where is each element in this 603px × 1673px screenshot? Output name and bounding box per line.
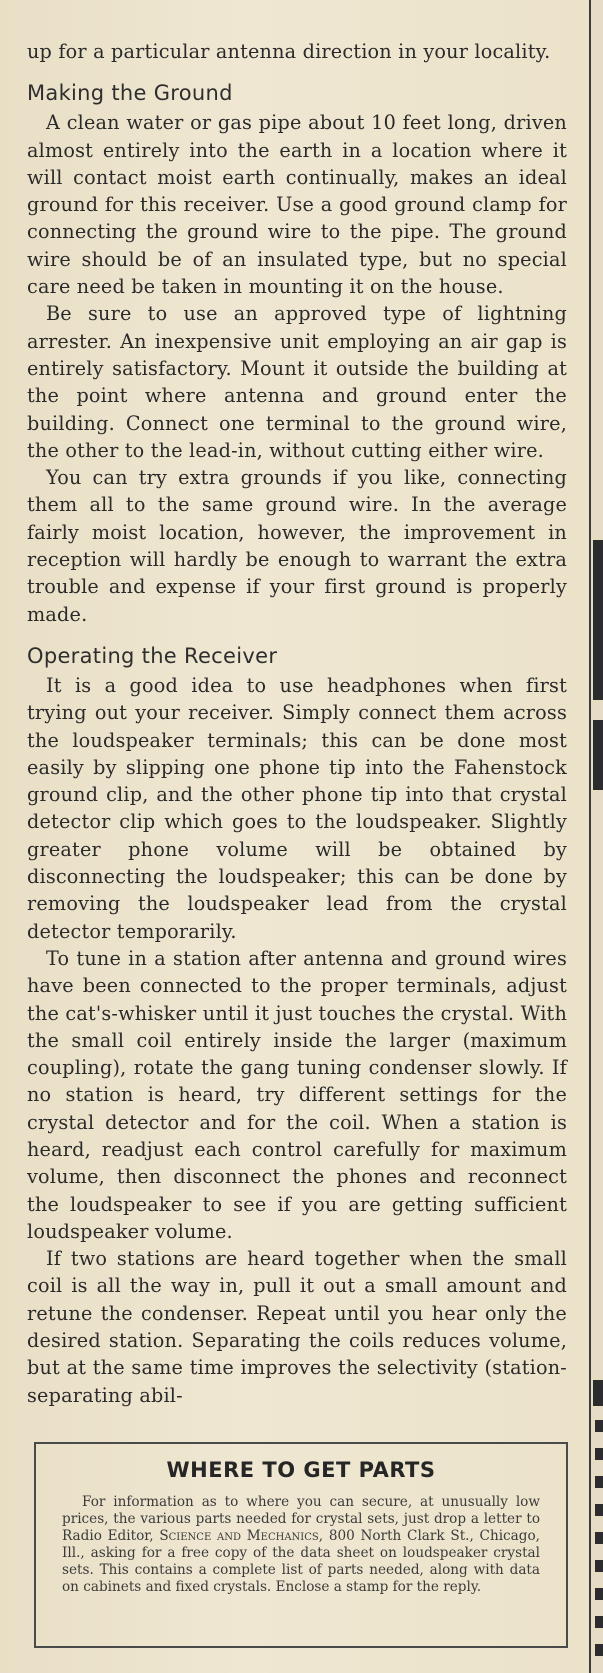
adjacent-column-edge [591, 0, 603, 1673]
paragraph-headphones: It is a good idea to use headphones when first trying out your receiver. Simply connect them across the loudspeaker terminals; this can be done most easily by slipping one phone tip into the Fahenstock ground clip, and the other phone tip into that crystal detector clip which goes to the loudspeaker. Slightly greater phone volume will be obtained by disconnecting the loudspeaker; this can be done by removing the loudspeaker lead from the crystal detector temporarily. [27, 673, 567, 943]
parts-box-text [62, 1494, 540, 1596]
paragraph-tuning: To tune in a station after antenna and ground wires have been connected to the proper terminals, adjust the cat's-whisker until it just touches the crystal. With the small coil entirely inside the larger (maximum coupling), rotate the gang tuning condenser slowly. If no station is heard, try different settings for the crystal detector and for the coil. When a station is heard, readjust each control carefully for maximum volume, then disconnect the phones and reconnect the loudspeaker to see if you are getting sufficient loudspeaker volume. [27, 946, 567, 1243]
edge-mark [595, 1560, 603, 1572]
section-heading-making-ground: Making the Ground [27, 81, 233, 106]
section-heading-operating-receiver: Operating the Receiver [27, 643, 278, 668]
parts-text-before: For information as to where you can secure, at unusually low prices, the various parts needed for crystal sets, just drop a letter to Radio Editor, [62, 1494, 540, 1544]
edge-mark [595, 1616, 603, 1628]
paragraph-lightning-arrester: Be sure to use an approved type of lightning arrester. An inexpensive unit employing an air gap is entirely satisfactory. Mount it outside the building at the point where antenna and ground enter the building. Connect one terminal to the ground wire, the other to the lead-in, without cutting either wire. [27, 302, 567, 462]
edge-mark [595, 1588, 603, 1600]
article-column [27, 38, 567, 1409]
paragraph-extra-grounds: You can try extra grounds if you like, connecting them all to the same ground wire. In the average fairly moist location, however, the improvement in reception will hardly be enough to warrant the extra trouble and expense if your first ground is properly made. [27, 466, 567, 626]
parts-text-after: , 800 North Clark St., Chicago, Ill., asking for a free copy of the data sheet on loudspeaker crystal sets. This contains a complete list of parts needed, along with data on cabinets and fixed crystals. Enclose a stamp for the reply. [62, 1528, 540, 1595]
intro-text: up for a particular antenna direction in your locality. [27, 40, 551, 63]
edge-mark [593, 1380, 603, 1406]
paragraph-two-stations: If two stations are heard together when the small coil is all the way in, pull it out a small amount and retune the condenser. Repeat until you hear only the desired station. Separating the coils reduces volume, but at the same time improves the selectivity (station-separating abil- [27, 1247, 567, 1407]
edge-mark [595, 1420, 603, 1432]
paragraph-ground-pipe: A clean water or gas pipe about 10 feet long, driven almost entirely into the earth in a location where it will contact moist earth continually, makes an ideal ground for this receiver. Use a good ground clamp for connecting the ground wire to the pipe. The ground wire should be of an insulated type, but no special care need be taken in mounting it on the house. [27, 111, 567, 299]
edge-mark [593, 720, 603, 790]
edge-mark [593, 540, 603, 700]
edge-mark [595, 1532, 603, 1544]
where-to-get-parts-box [34, 1442, 568, 1648]
edge-mark [595, 1448, 603, 1460]
magazine-name: Science and Mechanics [159, 1528, 319, 1544]
edge-mark [595, 1504, 603, 1516]
parts-box-title: WHERE TO GET PARTS [166, 1458, 436, 1482]
edge-mark [595, 1476, 603, 1488]
edge-mark [595, 1644, 603, 1656]
